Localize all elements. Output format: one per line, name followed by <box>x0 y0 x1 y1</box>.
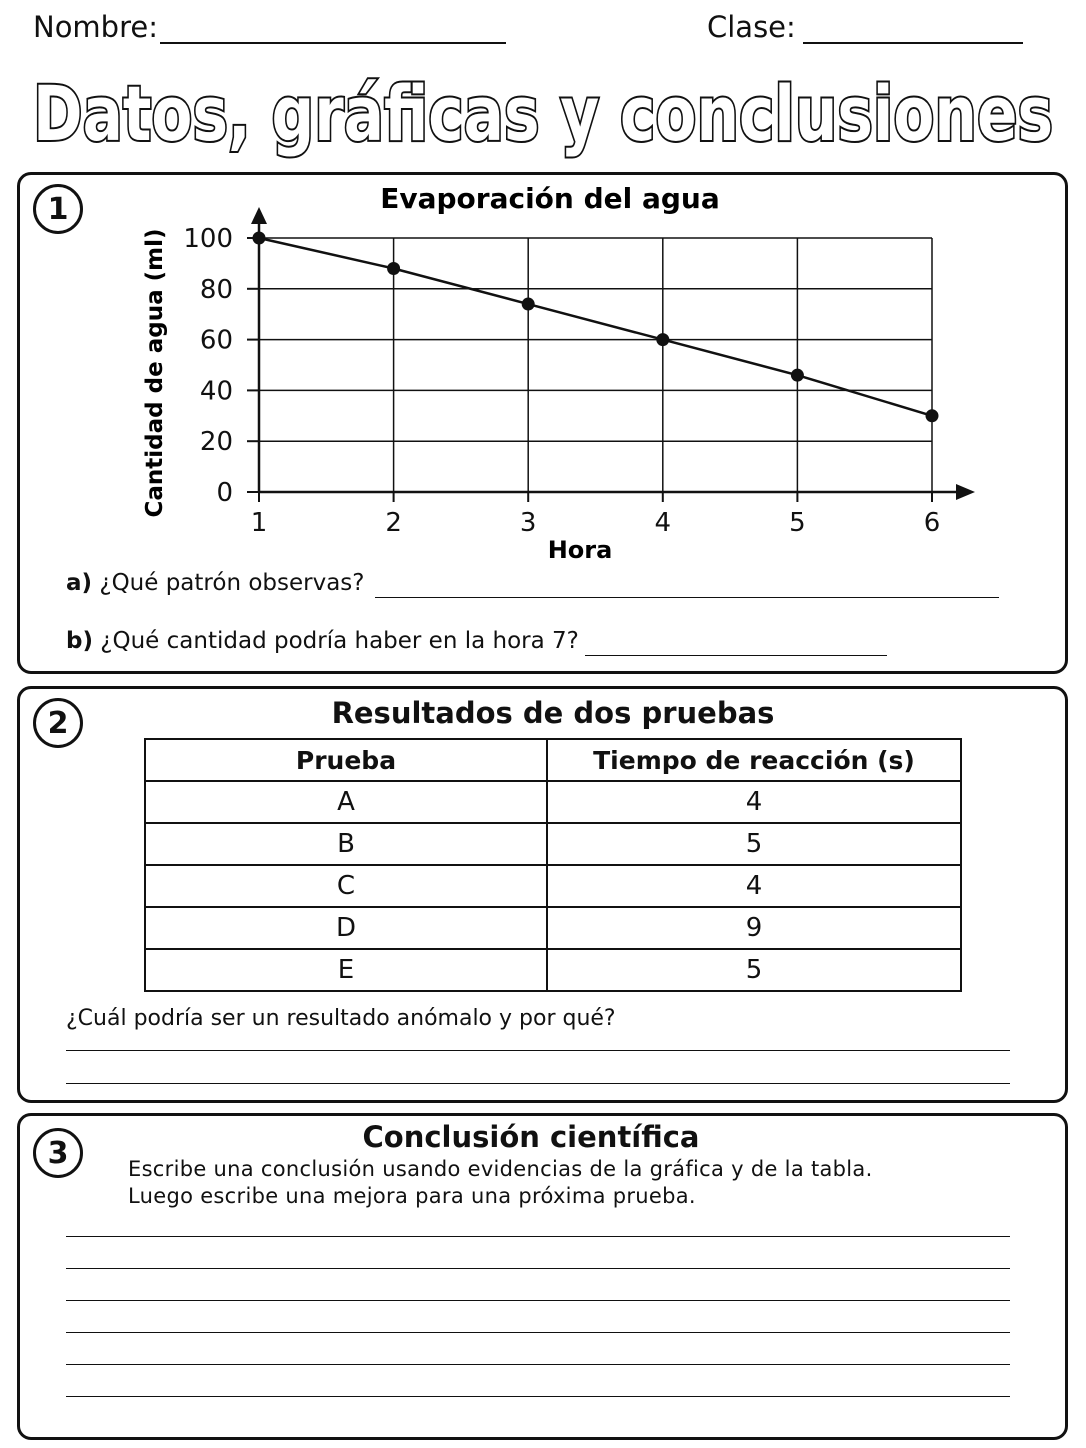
class-label: Clase: <box>707 10 796 44</box>
data-point <box>387 262 400 275</box>
x-axis-arrow-icon <box>956 484 975 500</box>
chart-series <box>253 232 939 423</box>
question-a-text: ¿Qué patrón observas? <box>99 570 365 596</box>
y-axis-arrow-icon <box>251 207 267 224</box>
series-line <box>259 238 932 416</box>
table-cell: 5 <box>547 823 961 865</box>
table-cell: C <box>145 865 547 907</box>
conclusion-title: Conclusión científica <box>362 1120 700 1154</box>
y-tick-label: 80 <box>199 274 233 305</box>
table-cell: 4 <box>547 781 961 823</box>
chart-axes <box>247 207 975 502</box>
table-cell: 4 <box>547 865 961 907</box>
x-tick-label: 2 <box>385 508 402 538</box>
x-axis-label: Hora <box>547 536 613 564</box>
conclusion-answer-line-1[interactable] <box>66 1236 1010 1237</box>
x-tick-label: 3 <box>519 508 537 538</box>
data-point <box>926 409 939 422</box>
y-tick-label: 40 <box>199 376 233 407</box>
chart-grid <box>259 238 932 492</box>
anomaly-answer-line-2[interactable] <box>66 1083 1010 1084</box>
conclusion-answer-line-2[interactable] <box>66 1268 1010 1269</box>
table-row <box>145 865 961 907</box>
data-point <box>253 232 266 245</box>
instruction-line-2: Luego escribe una mejora para una próxima prueba. <box>128 1184 696 1208</box>
y-tick-label: 20 <box>199 427 233 458</box>
conclusion-answer-line-3[interactable] <box>66 1300 1010 1301</box>
table-header-cell: Tiempo de reacción (s) <box>547 739 961 781</box>
table-cell: B <box>145 823 547 865</box>
y-tick-label: 0 <box>216 478 233 508</box>
y-tick-label: 60 <box>199 325 233 356</box>
data-point <box>656 333 669 346</box>
table-cell: D <box>145 907 547 949</box>
x-tick-label: 6 <box>923 508 941 538</box>
table-title: Resultados de dos pruebas <box>331 696 775 730</box>
data-point <box>791 369 804 382</box>
answer-b-line[interactable] <box>585 655 887 656</box>
table-cell: 5 <box>547 949 961 991</box>
y-tick-label: 100 <box>183 224 233 254</box>
evaporation-chart <box>0 0 1086 580</box>
table-cell: 9 <box>547 907 961 949</box>
x-tick-label: 4 <box>654 508 672 538</box>
y-axis-label: Cantidad de agua (ml) <box>142 228 168 518</box>
conclusion-answer-line-5[interactable] <box>66 1364 1010 1365</box>
question-b-marker: b) <box>66 628 93 654</box>
data-point <box>522 298 535 311</box>
x-tick-label: 5 <box>789 508 806 538</box>
results-table <box>144 738 962 992</box>
table-row <box>145 823 961 865</box>
question-b-text: ¿Qué cantidad podría haber en la hora 7? <box>100 628 579 654</box>
table-row <box>145 949 961 991</box>
table-header-row <box>145 739 961 781</box>
conclusion-answer-line-6[interactable] <box>66 1396 1010 1397</box>
conclusion-answer-line-4[interactable] <box>66 1332 1010 1333</box>
section-2-number: 2 <box>33 698 83 748</box>
table-row <box>145 907 961 949</box>
name-label: Nombre: <box>33 10 158 44</box>
worksheet-title-text: Datos, gráficas y conclusiones <box>33 69 1053 158</box>
table-header-cell: Prueba <box>145 739 547 781</box>
anomaly-question: ¿Cuál podría ser un resultado anómalo y por qué? <box>66 1006 616 1031</box>
instruction-line-1: Escribe una conclusión usando evidencias de la gráfica y de la tabla. <box>128 1157 873 1181</box>
answer-a-line[interactable] <box>375 597 999 598</box>
table-cell: E <box>145 949 547 991</box>
section-3-number: 3 <box>33 1128 83 1178</box>
chart-title: Evaporación del agua <box>380 182 720 215</box>
anomaly-answer-line-1[interactable] <box>66 1050 1010 1051</box>
table-cell: A <box>145 781 547 823</box>
x-tick-label: 1 <box>250 508 268 538</box>
section-1-number: 1 <box>33 184 83 234</box>
table-row <box>145 781 961 823</box>
question-a-marker: a) <box>66 570 93 596</box>
